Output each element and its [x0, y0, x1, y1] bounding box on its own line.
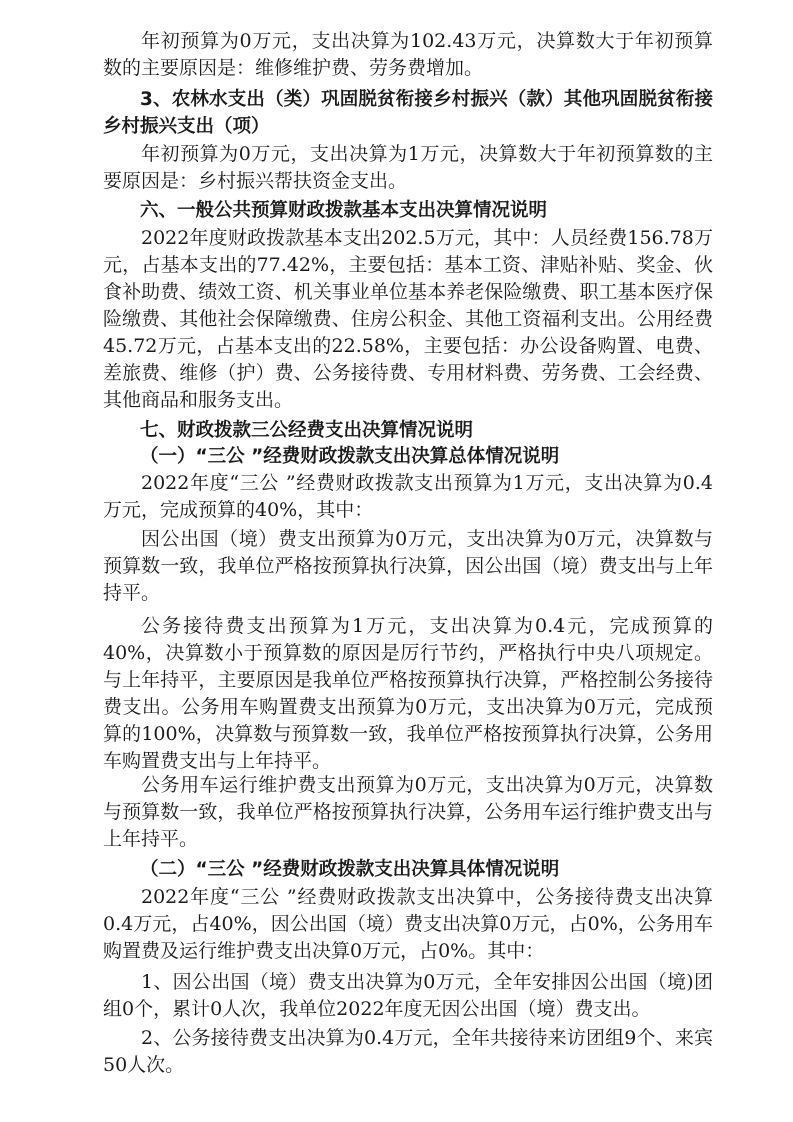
- paragraph-three-public-budget: 2022年度“三公 ”经费财政拨款支出预算为1万元，支出决算为0.4万元，完成预算的40%，其中：: [103, 472, 713, 521]
- paragraph-overseas-detail: 1、因公出国（境）费支出决算为0万元，全年安排因公出国（境)团组0个，累计0人次，我单位2022年度无因公出国（境）费支出。: [103, 971, 713, 1020]
- heading-section-six: 六、一般公共预算财政拨款基本支出决算情况说明: [140, 200, 548, 221]
- heading-section-seven: 七、财政拨款三公经费支出决算情况说明: [140, 420, 474, 441]
- paragraph-vehicle-maintenance: 公务用车运行维护费支出预算为0万元，支出决算为0万元，决算数与预算数一致，我单位严格按预算执行决算，公务用车运行维护费支出与上年持平。: [103, 774, 713, 850]
- heading-rural-revitalization: 3、农林水支出（类）巩固脱贫衔接乡村振兴（款）其他巩固脱贫衔接乡村振兴支出（项）: [103, 89, 713, 137]
- paragraph-reception-detail: 2、公务接待费支出决算为0.4万元，全年共接待来访团组9个、来宾50人次。: [103, 1027, 713, 1076]
- heading-three-public-overall: （一）“三公 ”经费财政拨款支出决算总体情况说明: [140, 446, 560, 467]
- paragraph-three-public-details: 2022年度“三公 ”经费财政拨款支出决算中，公务接待费支出决算0.4万元，占40%，因公出国（境）费支出决算0万元，占0%，公务用车购置费及运行维护费支出决算0万元，占0%。其中：: [103, 886, 713, 962]
- paragraph-basic-expenditure: 2022年度财政拨款基本支出202.5万元，其中：人员经费156.78万元，占基本支出的77.42%，主要包括：基本工资、津贴补贴、奖金、伙食补助费、绩效工资、机关事业单位基本养老保险缴费、职工基本医疗保险缴费、其他社会保障缴费、住房公积金、其他工资福利支出。公用经费45.72万元，占基本支出的22.58%，主要包括：办公设备购置、电费、差旅费、维修（护）费、公务接待费、专用材料费、劳务费、工会经费、其他商品和服务支出。: [103, 227, 713, 411]
- paragraph-reception-and-vehicle-purchase: 公务接待费支出预算为1万元，支出决算为0.4元，完成预算的40%，决算数小于预算数的原因是厉行节约，严格执行中央八项规定。与上年持平，主要原因是我单位严格按预算执行决算，严格控制公务接待费支出。公务用车购置费支出预算为0万元，支出决算为0万元，完成预算的100%，决算数与预算数一致，我单位严格按预算执行决算，公务用 车购置费支出与上年持平。: [103, 615, 713, 772]
- paragraph-budget-maintenance: 年初预算为0万元，支出决算为102.43万元，决算数大于年初预算数的主要原因是：维修维护费、劳务费增加。: [103, 30, 713, 79]
- paragraph-rural-revitalization: 年初预算为0万元，支出决算为1万元，决算数大于年初预算数的主要原因是：乡村振兴帮扶资金支出。: [103, 143, 713, 192]
- paragraph-overseas-travel: 因公出国（境）费支出预算为0万元，支出决算为0万元，决算数与预算数一致，我单位严格按预算执行决算，因公出国（境）费支出与上年持平。: [103, 528, 713, 604]
- heading-three-public-details: （二）“三公 ”经费财政拨款支出决算具体情况说明: [140, 859, 560, 880]
